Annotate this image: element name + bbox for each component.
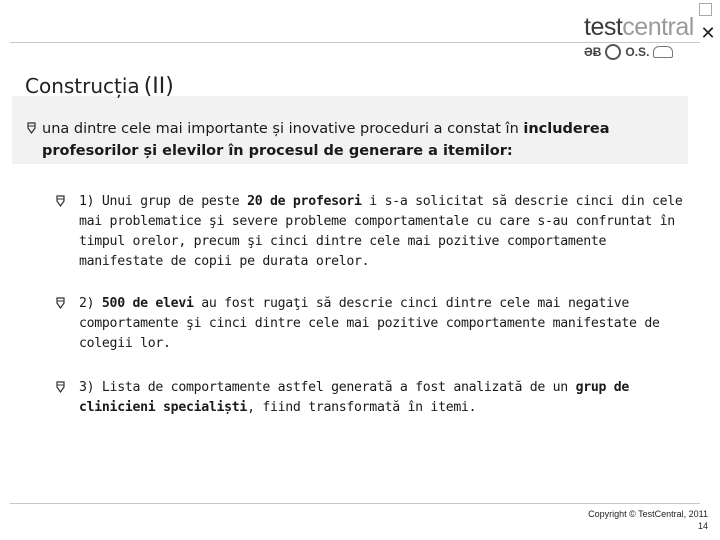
main-bullet — [27, 118, 687, 162]
main-bullet-text: una dintre cele mai importante și inovative proceduri a constat în — [42, 121, 524, 137]
list-item-3 — [60, 378, 690, 418]
item-bold: 500 de elevi — [101, 296, 194, 311]
item-after: , fiind transformată în itemi. — [247, 400, 477, 415]
item-prefix: 1) Unui grup de peste — [79, 194, 248, 209]
partner-logo-book-icon — [653, 46, 673, 58]
copyright-text: Copyright © TestCentral, 2011 — [588, 509, 708, 519]
pen-nib-bullet-icon — [27, 122, 36, 134]
slide-title — [25, 74, 174, 99]
partner-logos — [584, 42, 696, 62]
item-bold: grup de clinicieni specialiști — [79, 380, 630, 415]
logo-central-text: central — [622, 13, 694, 41]
close-icon[interactable]: ✕ — [700, 23, 716, 44]
list-item-2 — [60, 294, 690, 354]
logo-wordmark — [584, 14, 696, 40]
title-suffix: (II) — [143, 74, 174, 99]
page-number: 14 — [697, 521, 708, 531]
list-item-1 — [60, 192, 690, 272]
square-icon — [699, 3, 712, 16]
item-prefix: 3) Lista de comportamente astfel generată a fost analizată de un — [79, 380, 576, 395]
logo-test-text: test — [584, 13, 623, 41]
partner-logo-left: ƏɃ — [584, 45, 602, 59]
item-bold: 20 de profesori — [247, 194, 362, 209]
partner-logo-circle — [605, 44, 621, 60]
footer — [588, 508, 708, 532]
main-bullet-bold: includerea profesorilor și elevilor în procesul de generare a itemilor: — [42, 121, 610, 159]
pen-nib-bullet-icon — [56, 381, 65, 393]
partner-logo-os: O.S. — [625, 45, 650, 59]
title-main: Construcția — [25, 74, 140, 98]
pen-nib-bullet-icon — [56, 195, 65, 207]
testcentral-logo — [584, 14, 696, 62]
footer-divider — [10, 503, 700, 504]
item-after: au fost rugaţi să descrie cinci dintre cele mai negative comportamente şi cinci dintre cele mai pozitive comportamente manifestate de colegii lor. — [79, 296, 660, 351]
item-after: i s-a solicitat să descrie cinci din cele mai problematice şi severe probleme comportamentale cu care s-au confruntat în timpul orelor, precum şi cinci dintre cele mai pozitive comportamente manifestate de copii pe durata orelor. — [79, 194, 683, 269]
pen-nib-bullet-icon — [56, 297, 65, 309]
window-decoration — [699, 3, 717, 19]
item-prefix: 2) — [79, 296, 102, 311]
